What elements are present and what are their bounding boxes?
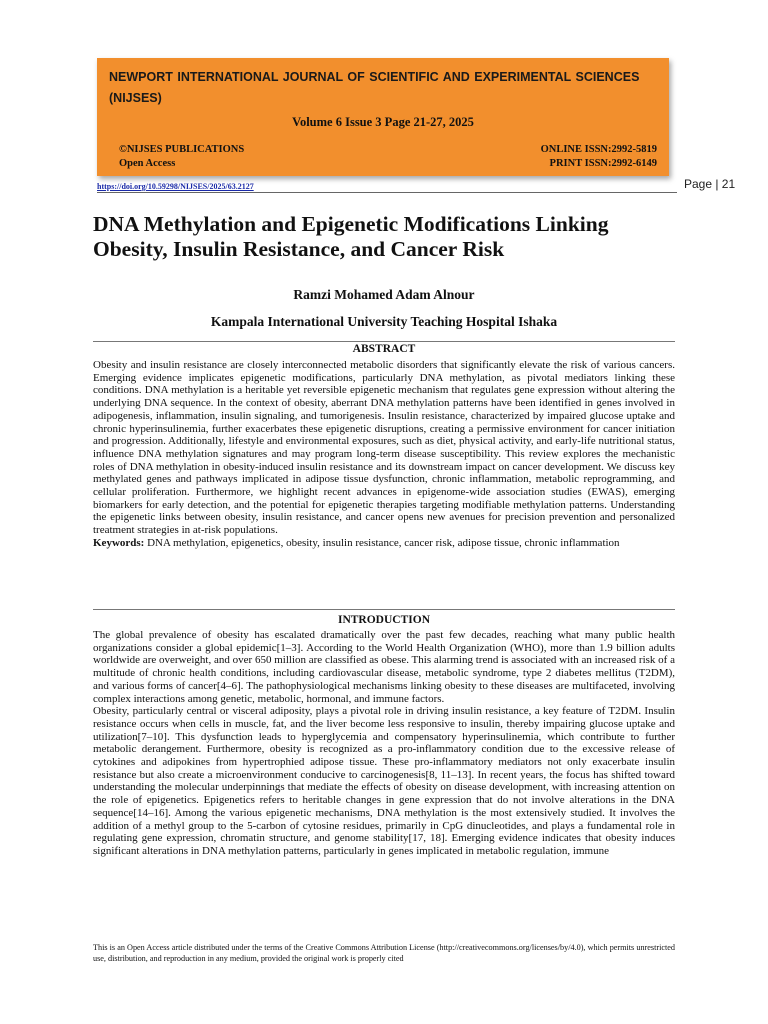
journal-banner (97, 58, 669, 176)
introduction-heading: INTRODUCTION (337, 614, 430, 626)
publisher-block (119, 143, 244, 171)
author-name: Ramzi Mohamed Adam Alnour (293, 287, 475, 302)
license-notice: This is an Open Access article distributed under the terms of the Creative Commons Attribution License (http://creativecommons.org/licenses/by/4.0), which permits unrestricted use, distribution, and reproduction in any medium, provided the original work is properly cited (93, 943, 675, 963)
abstract-text: Obesity and insulin resistance are closely interconnected metabolic disorders that significantly elevate the risk of various cancers. Emerging evidence implicates epigenetic modifications, particularly DNA methylation, as pivotal mediators linking these conditions. DNA methylation is a heritable yet reversible epigenetic mechanism that regulates gene expression without altering the underlying DNA sequence. In the context of obesity, aberrant DNA methylation patterns have been identified in genes involved in adipogenesis, inflammation, insulin signaling, and tumorigenesis. Insulin resistance, characterized by impaired glucose uptake and chronic hyperinsulinemia, further exacerbates these epigenetic disruptions, creating a permissive environment for cancer initiation and progression. Additionally, lifestyle and environmental exposures, such as diet, physical activity, and early-life nutritional status, influence DNA methylation signatures and may program long-term disease susceptibility. This review explores the mechanistic roles of DNA methylation in obesity-induced insulin resistance and its downstream impact on cancer development. We discuss key methylated genes and pathways implicated in adipose tissue dysfunction, chronic inflammation, metabolic reprogramming, and cellular proliferation. Furthermore, we highlight recent advances in epigenome-wide association studies (EWAS), emerging biomarkers for early detection, and the potential for epigenetic therapies targeting modifiable methylation patterns. Understanding the epigenetic links between obesity, insulin resistance, and cancer opens new avenues for precision prevention and personalized treatment strategies in at-risk populations. (93, 359, 675, 537)
keywords (93, 537, 675, 550)
abstract-heading: ABSTRACT (352, 343, 416, 355)
open-access-label: Open Access (119, 158, 176, 169)
print-issn: PRINT ISSN:2992-6149 (549, 158, 657, 169)
publisher-name: ©NIJSES PUBLICATIONS (119, 144, 245, 155)
volume-issue: Volume 6 Issue 3 Page 21-27, 2025 (292, 115, 474, 129)
article-title: DNA Methylation and Epigenetic Modifications Linking Obesity, Insulin Resistance, and Cancer Risk (93, 212, 609, 261)
introduction-top-rule (93, 609, 675, 610)
page-number: Page | 21 (684, 177, 736, 191)
intro-paragraph-2: Obesity, particularly central or visceral adiposity, plays a pivotal role in driving insulin resistance, a key feature of T2DM. Insulin resistance occurs when cells in muscle, fat, and the liver become less responsive to insulin, thereby impairing glucose uptake and utilization[7–10]. This dysfunction leads to hyperglycemia and compensatory hyperinsulinemia, which contribute to further metabolic derangement. Furthermore, obesity is recognized as a pro-inflammatory condition due to the excessive release of cytokines and adipokines from hypertrophied adipose tissue. These pro-inflammatory mediators not only exacerbate insulin resistance but also create a microenvironment conducive to carcinogenesis[8, 11–13]. In recent years, the focus has shifted toward understanding the molecular underpinnings that mediate the effects of obesity on disease development, with increasing attention on the role of epigenetics. Epigenetics refers to heritable changes in gene expression that do not involve alterations in the DNA sequence[14–16]. Among the various epigenetic mechanisms, DNA methylation is the most extensively studied. It involves the addition of a methyl group to the 5-carbon of cytosine residues, primarily in CpG dinucleotides, and plays a fundamental role in regulating gene expression, chromatin structure, and genome stability[17, 18]. Emerging evidence indicates that obesity induces significant alterations in DNA methylation patterns, particularly in genes implicated in metabolic regulation, immune (93, 705, 675, 857)
author-affiliation: Kampala International University Teaching Hospital Ishaka (210, 314, 558, 329)
introduction-section (93, 629, 675, 858)
intro-paragraph-1: The global prevalence of obesity has escalated dramatically over the past few decades, reaching what many public health organizations consider a global epidemic[1–3]. According to the World Health Organization (WHO), more than 1.9 billion adults worldwide are overweight, and over 650 million are classified as obese. This alarming trend is associated with an increased risk of a multitude of chronic health conditions, including cardiovascular disease, metabolic syndrome, type 2 diabetes mellitus (T2DM), and various forms of cancer[4–6]. The pathophysiological mechanisms linking obesity to these diseases are multifaceted, involving complex interactions among genetic, metabolic, hormonal, and immune factors. (93, 629, 675, 705)
doi-link[interactable]: https://doi.org/10.59298/NIJSES/2025/63.2127 (97, 182, 254, 191)
abstract-top-rule (93, 341, 675, 342)
journal-name: NEWPORT INTERNATIONAL JOURNAL OF SCIENTIFIC AND EXPERIMENTAL SCIENCES (NIJSES) (109, 70, 640, 105)
issn-block (541, 143, 657, 171)
online-issn: ONLINE ISSN:2992-5819 (540, 144, 657, 155)
abstract-section (93, 359, 675, 550)
keywords-list: DNA methylation, epigenetics, obesity, insulin resistance, cancer risk, adipose tissue, chronic inflammation (147, 536, 620, 549)
keywords-label: Keywords: (93, 536, 145, 549)
header-divider (97, 192, 677, 193)
